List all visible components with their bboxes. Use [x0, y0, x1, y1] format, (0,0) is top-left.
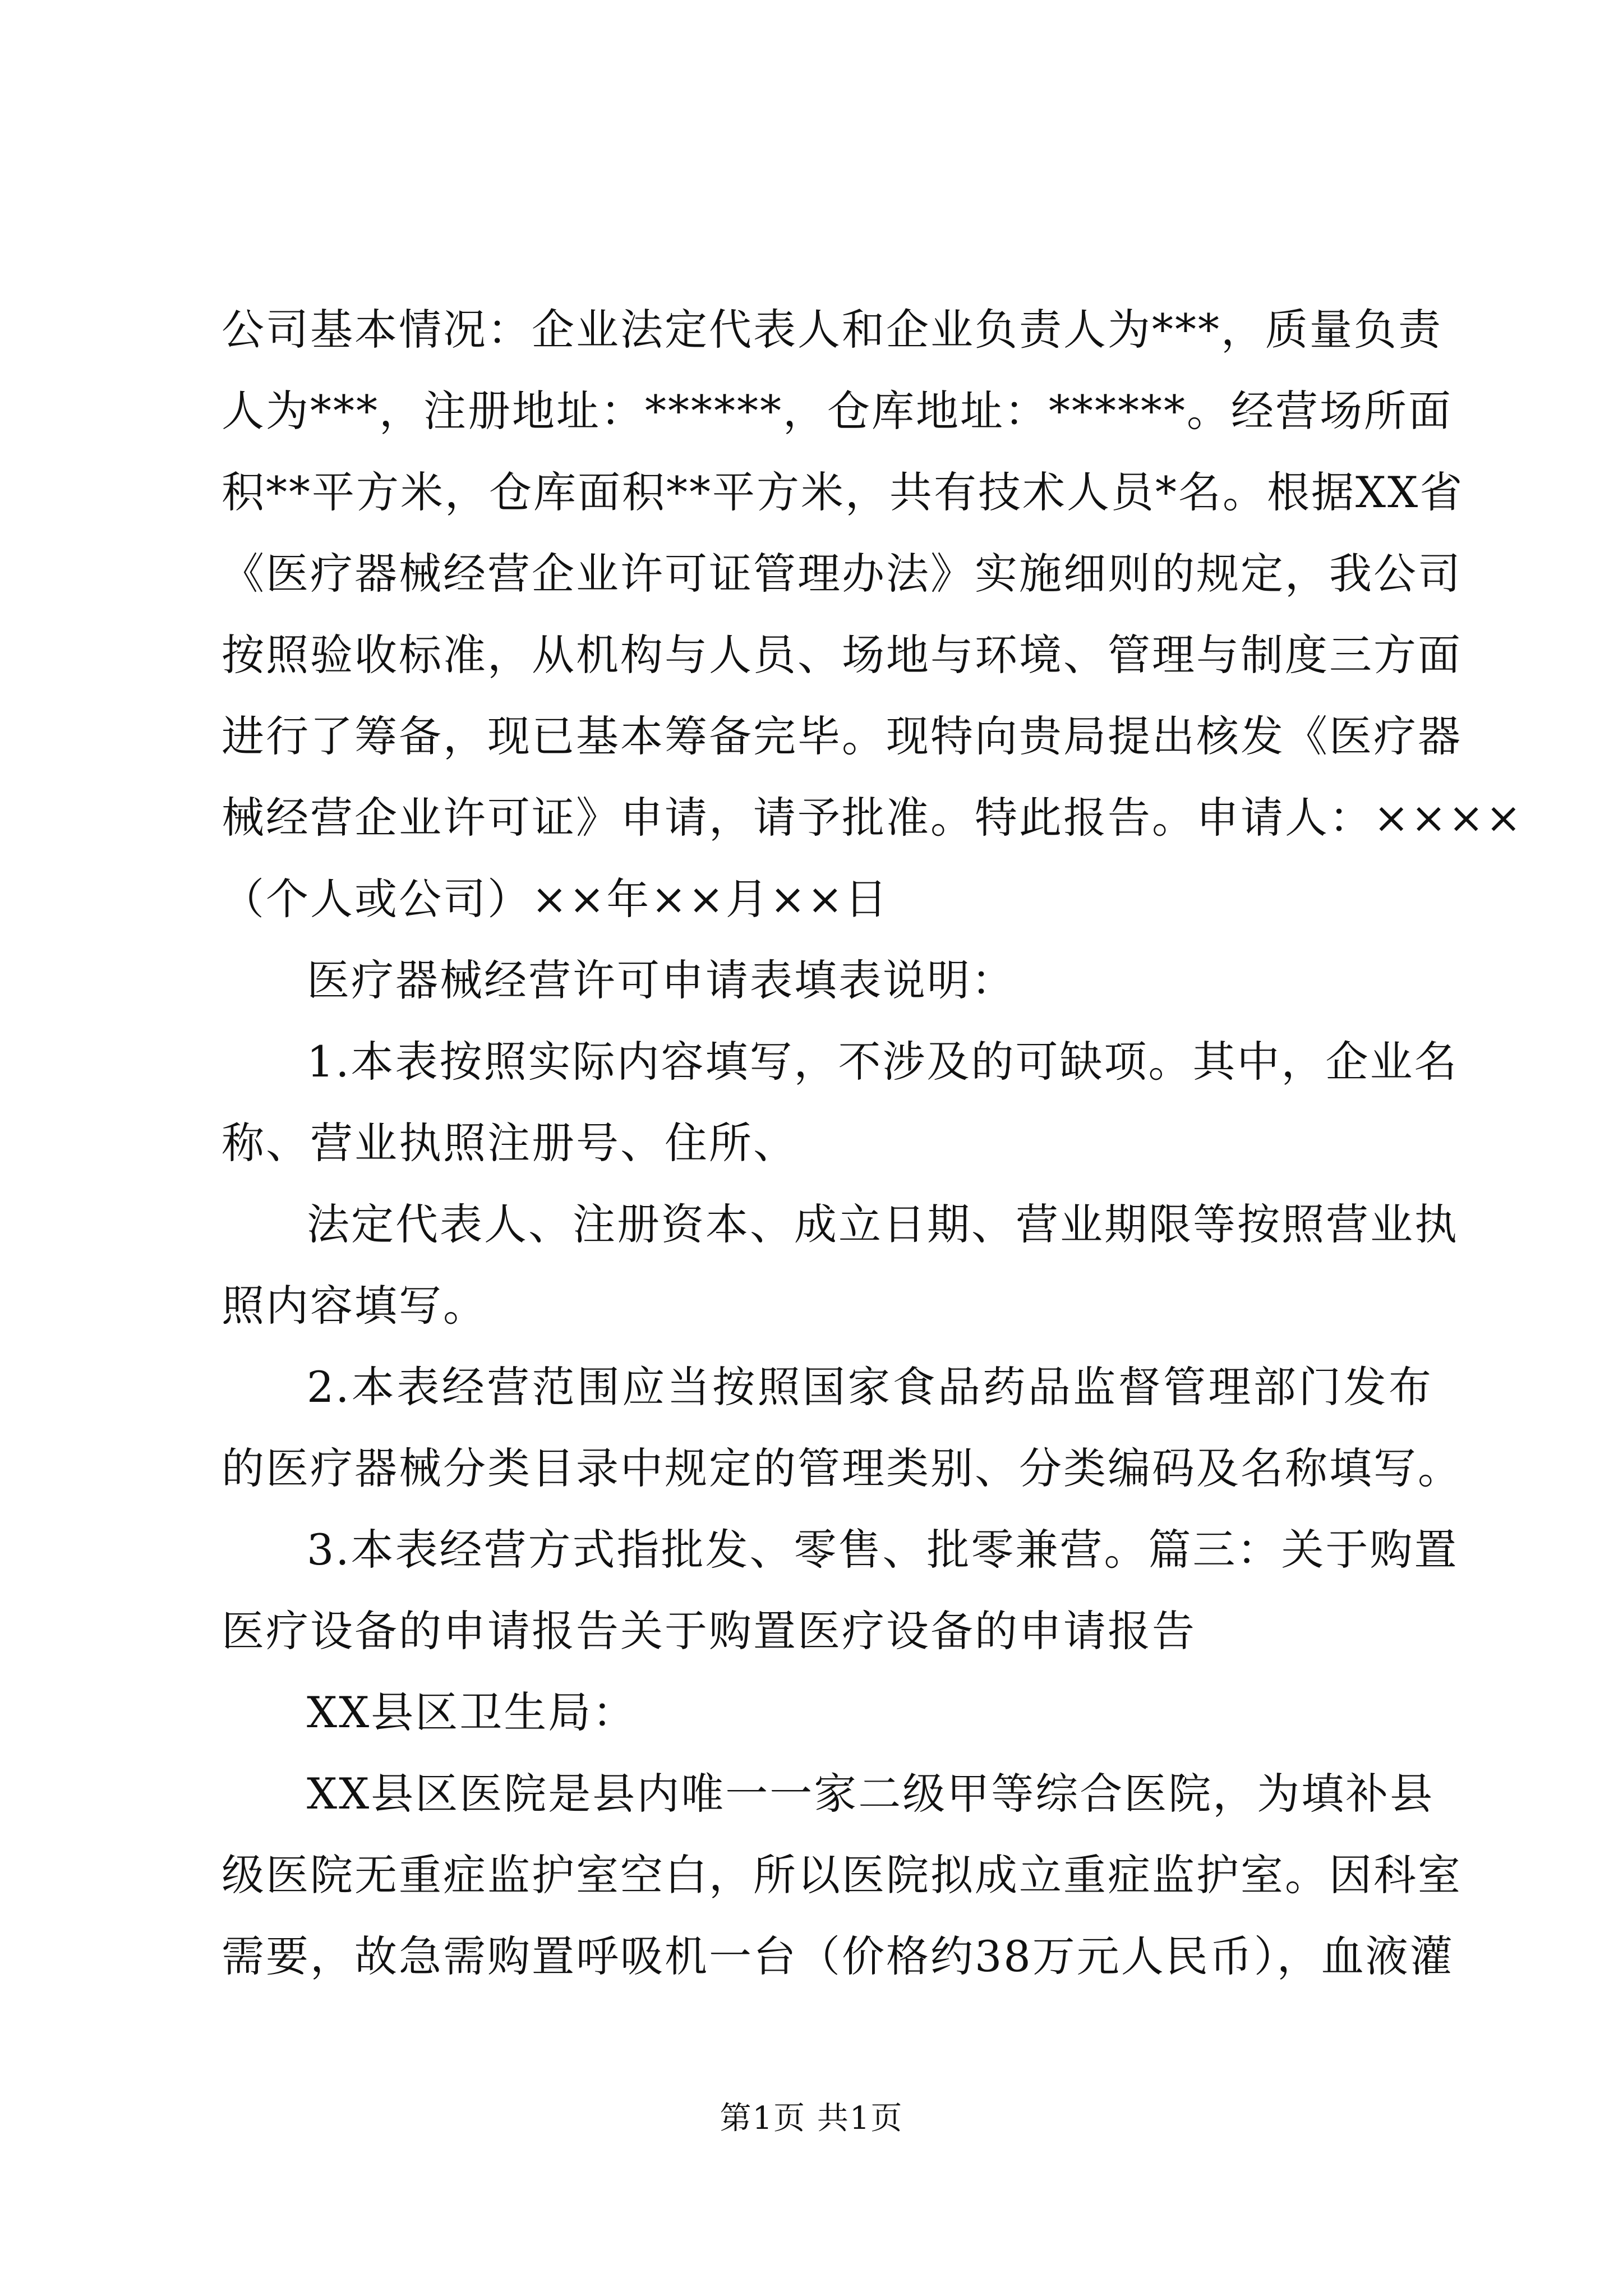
text-line: 积**平方米，仓库面积**平方米，共有技术人员*名。根据XX省: [222, 467, 1464, 517]
text-line: 按照验收标准，从机构与人员、场地与环境、管理与制度三方面: [222, 630, 1462, 680]
text-line: 进行了筹备，现已基本筹备完毕。现特向贵局提出核发《医疗器: [222, 711, 1462, 761]
text-line: 医疗设备的申请报告关于购置医疗设备的申请报告: [222, 1606, 1196, 1656]
document-body: [222, 289, 1523, 1997]
text-line: 3.本表经营方式指批发、零售、批零兼营。篇三：关于购置: [307, 1525, 1459, 1575]
text-line: 械经营企业许可证》申请，请予批准。特此报告。申请人：××××: [222, 793, 1523, 843]
text-line: 法定代表人、注册资本、成立日期、营业期限等按照营业执: [307, 1199, 1459, 1249]
text-line: 的医疗器械分类目录中规定的管理类别、分类编码及名称填写。: [222, 1443, 1462, 1493]
text-line: 照内容填写。: [222, 1281, 487, 1331]
text-line: 需要，故急需购置呼吸机一台（价格约38万元人民币），血液灌: [222, 1931, 1454, 1981]
page-footer: 第1页 共1页: [720, 2100, 903, 2137]
text-line: （个人或公司）××年××月××日: [222, 874, 889, 924]
text-line: 《医疗器械经营企业许可证管理办法》实施细则的规定，我公司: [222, 549, 1462, 599]
addressee-line: XX县区卫生局：: [307, 1687, 637, 1737]
text-line: 2.本表经营范围应当按照国家食品药品监督管理部门发布: [307, 1362, 1433, 1412]
text-line: 公司基本情况：企业法定代表人和企业负责人为***，质量负责: [222, 305, 1442, 355]
text-line: 级医院无重症监护室空白，所以医院拟成立重症监护室。因科室: [222, 1850, 1462, 1900]
text-line: 人为***，注册地址：******，仓库地址：******。经营场所面: [222, 386, 1453, 436]
text-line: XX县区医院是县内唯一一家二级甲等综合医院，为填补县: [307, 1769, 1435, 1819]
text-line: 1.本表按照实际内容填写，不涉及的可缺项。其中，企业名: [307, 1037, 1459, 1087]
text-line: 称、营业执照注册号、住所、: [222, 1118, 797, 1168]
section-heading: 医疗器械经营许可申请表填表说明：: [307, 955, 1016, 1005]
